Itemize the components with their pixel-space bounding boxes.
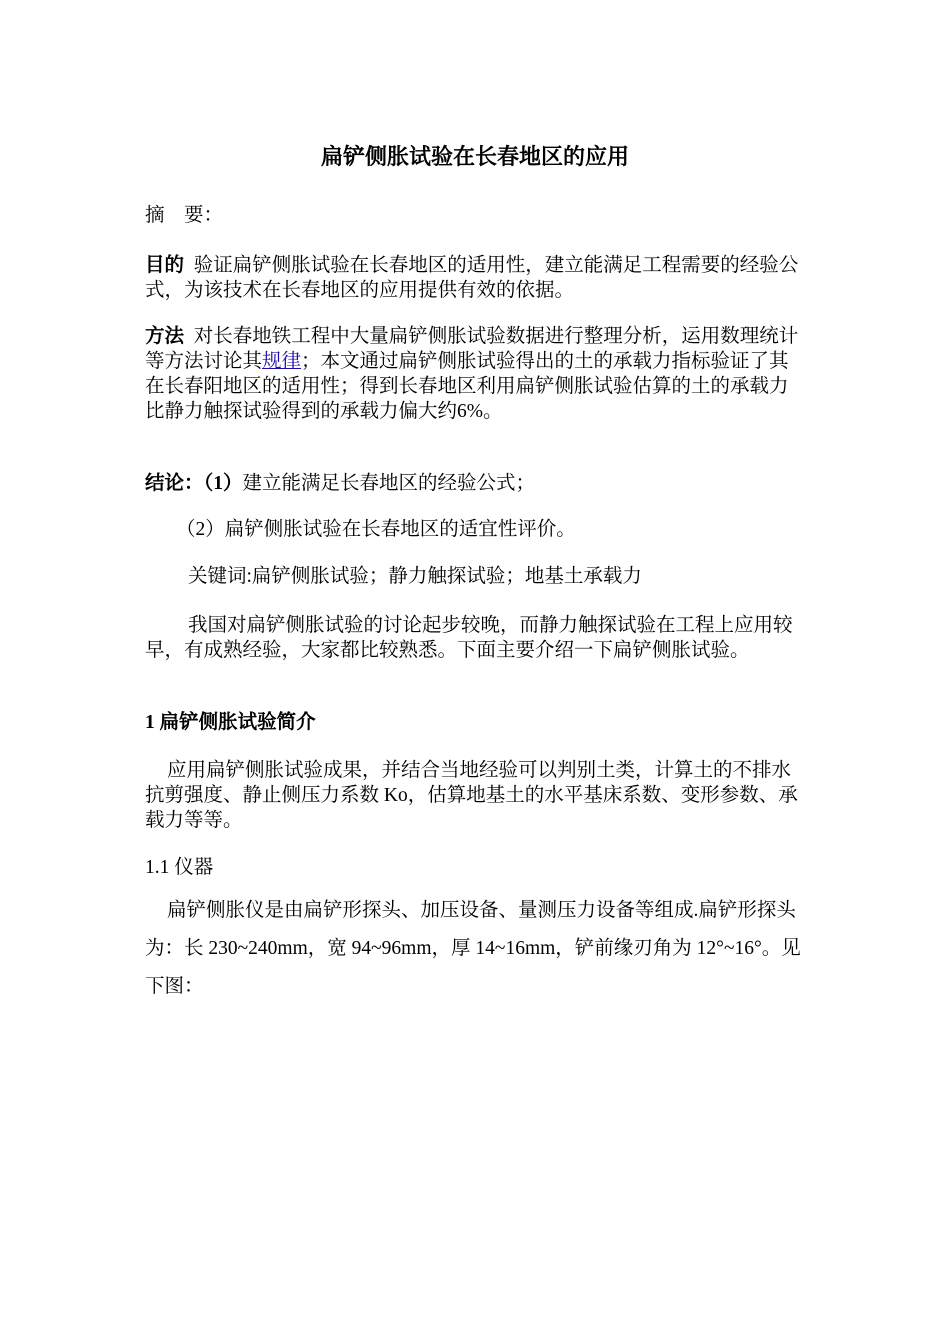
intro-paragraph: 我国对扁铲侧胀试验的讨论起步较晚，而静力触探试验在工程上应用较早，有成熟经验，大家都比较熟悉。下面主要介绍一下扁铲侧胀试验。 [145, 615, 793, 661]
rule-link[interactable]: 规律 [262, 351, 302, 372]
section-1-1-paragraph: 扁铲侧胀仪是由扁铲形探头、加压设备、量测压力设备等组成.扁铲形探头为：长 230~240mm，宽 94~96mm，厚 14~16mm，铲前缘刃角为 12°~16°。见下图： [145, 900, 801, 997]
conclusion-item-1-text: 建立能满足长春地区的经验公式； [242, 473, 536, 494]
conclusion-label: 结论： [145, 473, 204, 494]
abstract-label: 摘 要： [145, 205, 224, 226]
document-title: 扁铲侧胀试验在长春地区的应用 [320, 144, 629, 169]
conclusion-item-1-number: （1） [203, 473, 243, 494]
method-text-before: 对长春地铁工程中大量扁铲侧胀试验数据进行整理分析，运用数理统计等方法讨论其 [145, 326, 799, 372]
section-1-1-heading: 1.1 仪器 [145, 857, 214, 878]
section-1-paragraph: 应用扁铲侧胀试验成果，并结合当地经验可以判别土类，计算土的不排水抗剪强度、静止侧压力系数 Ko，估算地基土的水平基床系数、变形参数、承载力等等。 [145, 760, 798, 831]
method-paragraph [145, 324, 805, 424]
section-1-heading: 1 扁铲侧胀试验简介 [145, 712, 316, 733]
purpose-text: 验证扁铲侧胀试验在长春地区的适用性，建立能满足工程需要的经验公式，为该技术在长春地区的应用提供有效的依据。 [145, 255, 799, 301]
conclusion-item-1 [145, 471, 805, 496]
conclusion-item-2: （2）扁铲侧胀试验在长春地区的适宜性评价。 [176, 519, 576, 540]
purpose-label: 目的 [145, 255, 185, 276]
method-text-after: ；本文通过扁铲侧胀试验得出的土的承载力指标验证了其在长春阳地区的适用性；得到长春地区利用扁铲侧胀试验估算的土的承载力比静力触探试验得到的承载力偏大约6%。 [145, 351, 789, 422]
method-label: 方法 [145, 326, 185, 347]
keywords-line: 关键词:扁铲侧胀试验；静力触探试验；地基土承载力 [188, 566, 642, 587]
purpose-paragraph [145, 253, 805, 303]
